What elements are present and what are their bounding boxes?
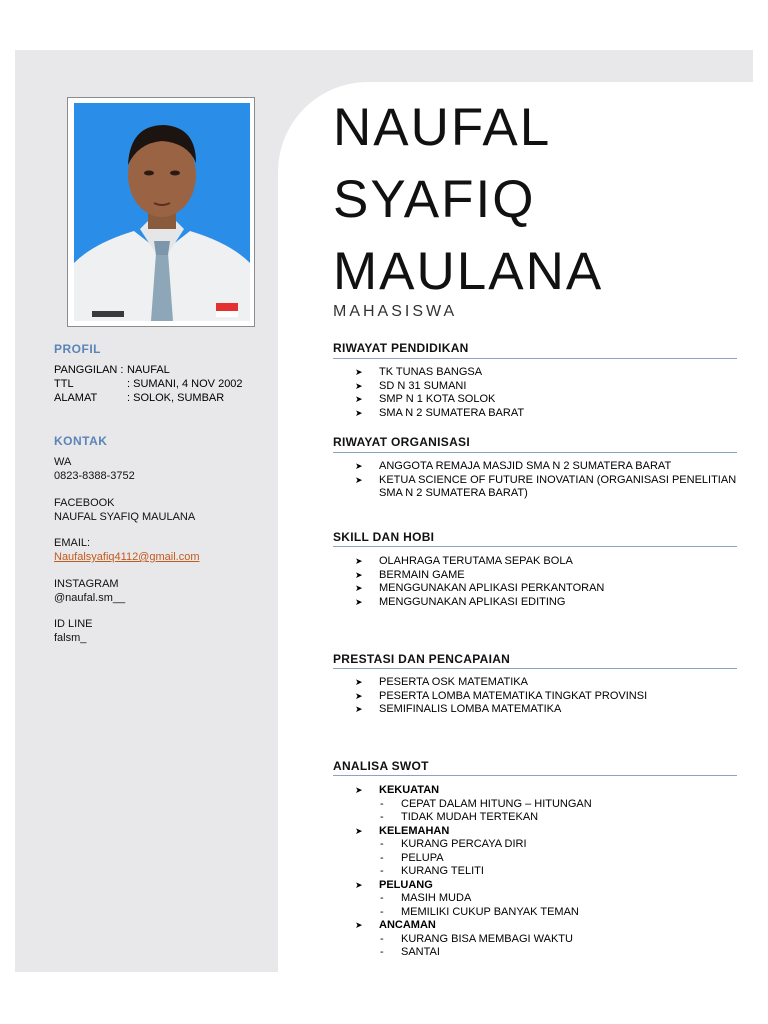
swot-item: - MASIH MUDA [380, 892, 472, 904]
name-line-3: MAULANA [333, 242, 604, 301]
list-item-text: MENGGUNAKAN APLIKASI PERKANTORAN [379, 582, 605, 594]
swot-heading-text: ANCAMAN [379, 919, 436, 931]
instagram-label: INSTAGRAM [54, 578, 119, 590]
swot-item: - MEMILIKI CUKUP BANYAK TEMAN [380, 905, 579, 918]
list-item [355, 393, 740, 407]
section-divider [333, 668, 737, 669]
swot-item-text: MEMILIKI CUKUP BANYAK TEMAN [401, 905, 579, 918]
facebook-label: FACEBOOK [54, 497, 115, 509]
swot-item-text: CEPAT DALAM HITUNG – HITUNGAN [401, 797, 592, 810]
profil-value: : SUMANI, 4 NOV 2002 [127, 378, 243, 390]
list-item-text: MENGGUNAKAN APLIKASI EDITING [379, 595, 566, 608]
swot-heading-text: KEKUATAN [379, 784, 440, 796]
profil-value: NAUFAL [127, 364, 170, 376]
section-divider [333, 358, 737, 359]
list-item [355, 676, 740, 690]
swot-item: - KURANG PERCAYA DIRI [380, 838, 527, 850]
arrow-bullet-icon: ➤ [355, 596, 363, 607]
list-item [355, 380, 740, 394]
arrow-bullet-icon: ➤ [355, 677, 363, 687]
list-item-text: PESERTA OSK MATEMATIKA [379, 676, 528, 688]
skill-list [355, 555, 740, 609]
job-title: MAHASISWA [333, 303, 458, 320]
list-item-text: PESERTA LOMBA MATEMATIKA TINGKAT PROVINSI [379, 689, 648, 702]
arrow-bullet-icon: ➤ [355, 825, 363, 836]
profil-value: : SOLOK, SUMBAR [127, 392, 225, 404]
arrow-bullet-icon: ➤ [355, 380, 363, 391]
wa-value: 0823-8388-3752 [54, 470, 135, 482]
swot-list [355, 784, 740, 960]
swot-heading-text: KELEMAHAN [379, 824, 450, 837]
swot-heading [355, 919, 740, 933]
list-item [355, 407, 740, 421]
swot-item-text: KURANG BISA MEMBAGI WAKTU [401, 932, 573, 945]
swot-heading-text: PELUANG [379, 878, 433, 891]
email-link[interactable]: Naufalsyafiq4112@gmail.com [54, 551, 200, 563]
swot-item: - KURANG TELITI [380, 865, 484, 877]
section-title-prestasi: PRESTASI DAN PENCAPAIAN [333, 652, 511, 666]
list-item [355, 555, 740, 569]
organisasi-list [355, 460, 740, 501]
facebook-value: NAUFAL SYAFIQ MAULANA [54, 511, 196, 523]
list-item-text: SD N 31 SUMANI [379, 379, 467, 392]
swot-item-text: MASIH MUDA [401, 892, 472, 904]
swot-item: - KURANG BISA MEMBAGI WAKTU [380, 932, 573, 945]
name-line-1: NAUFAL [333, 98, 552, 157]
profil-row [54, 391, 224, 405]
profil-heading: PROFIL [54, 342, 101, 356]
swot-item: - PELUPA [380, 851, 444, 864]
email-label: EMAIL: [54, 537, 91, 549]
section-title-pendidikan: RIWAYAT PENDIDIKAN [333, 341, 469, 355]
swot-item: - SANTAI [380, 946, 440, 958]
profil-key: PANGGILAN : [54, 364, 124, 376]
section-title-skill: SKILL DAN HOBI [333, 530, 435, 544]
swot-item: - TIDAK MUDAH TERTEKAN [380, 811, 539, 823]
list-item [355, 366, 740, 380]
swot-item-text: SANTAI [401, 946, 440, 958]
list-item-text: ANGGOTA REMAJA MASJID SMA N 2 SUMATERA BARAT [379, 460, 672, 472]
swot-item-text: KURANG TELITI [401, 865, 484, 877]
instagram-value: @naufal.sm__ [54, 592, 126, 604]
swot-heading [355, 784, 740, 798]
swot-item: - CEPAT DALAM HITUNG – HITUNGAN [380, 797, 592, 810]
arrow-bullet-icon: ➤ [355, 367, 363, 377]
list-item [355, 596, 740, 610]
list-item [355, 460, 740, 474]
idline-value: falsm_ [54, 632, 87, 644]
list-item-text: TK TUNAS BANGSA [379, 366, 483, 378]
list-item [355, 582, 740, 596]
profil-key: ALAMAT [54, 392, 98, 404]
arrow-bullet-icon: ➤ [355, 690, 363, 701]
list-item [355, 474, 740, 501]
arrow-bullet-icon: ➤ [355, 556, 363, 566]
pendidikan-list [355, 366, 740, 420]
profile-photo [74, 103, 250, 321]
profil-row [54, 377, 243, 391]
swot-item-text: KURANG PERCAYA DIRI [401, 838, 527, 850]
list-item-text: SMP N 1 KOTA SOLOK [379, 393, 496, 405]
arrow-bullet-icon: ➤ [355, 785, 363, 795]
section-title-swot: ANALISA SWOT [333, 759, 429, 773]
arrow-bullet-icon: ➤ [355, 461, 363, 471]
swot-item-text: PELUPA [401, 851, 444, 864]
profil-key: TTL [54, 378, 74, 390]
idline-label: ID LINE [54, 618, 93, 630]
full-name [333, 92, 603, 308]
list-item [355, 703, 740, 717]
swot-heading [355, 879, 740, 893]
profil-row [54, 363, 170, 377]
section-title-organisasi: RIWAYAT ORGANISASI [333, 435, 470, 449]
name-line-2: SYAFIQ [333, 170, 536, 229]
prestasi-list [355, 676, 740, 717]
list-item-text: SEMIFINALIS LOMBA MATEMATIKA [379, 703, 562, 715]
list-item-text: OLAHRAGA TERUTAMA SEPAK BOLA [379, 555, 573, 567]
arrow-bullet-icon: ➤ [355, 920, 363, 930]
arrow-bullet-icon: ➤ [355, 394, 363, 404]
section-divider [333, 452, 737, 453]
arrow-bullet-icon: ➤ [355, 474, 363, 485]
arrow-bullet-icon: ➤ [355, 879, 363, 890]
section-divider [333, 546, 737, 547]
arrow-bullet-icon: ➤ [355, 704, 363, 714]
swot-item-text: TIDAK MUDAH TERTEKAN [401, 811, 539, 823]
arrow-bullet-icon: ➤ [355, 583, 363, 593]
list-item-text: SMA N 2 SUMATERA BARAT [379, 406, 525, 419]
kontak-heading: KONTAK [54, 434, 108, 448]
list-item-text: KETUA SCIENCE OF FUTURE INOVATIAN (ORGANISASI PENELITIAN SMA N 2 SUMATERA BARAT) [379, 473, 737, 499]
list-item-text: BERMAIN GAME [379, 568, 465, 581]
list-item [355, 690, 740, 704]
arrow-bullet-icon: ➤ [355, 569, 363, 580]
arrow-bullet-icon: ➤ [355, 407, 363, 418]
list-item [355, 569, 740, 583]
wa-label: WA [54, 456, 72, 468]
section-divider [333, 775, 737, 776]
swot-heading [355, 825, 740, 839]
